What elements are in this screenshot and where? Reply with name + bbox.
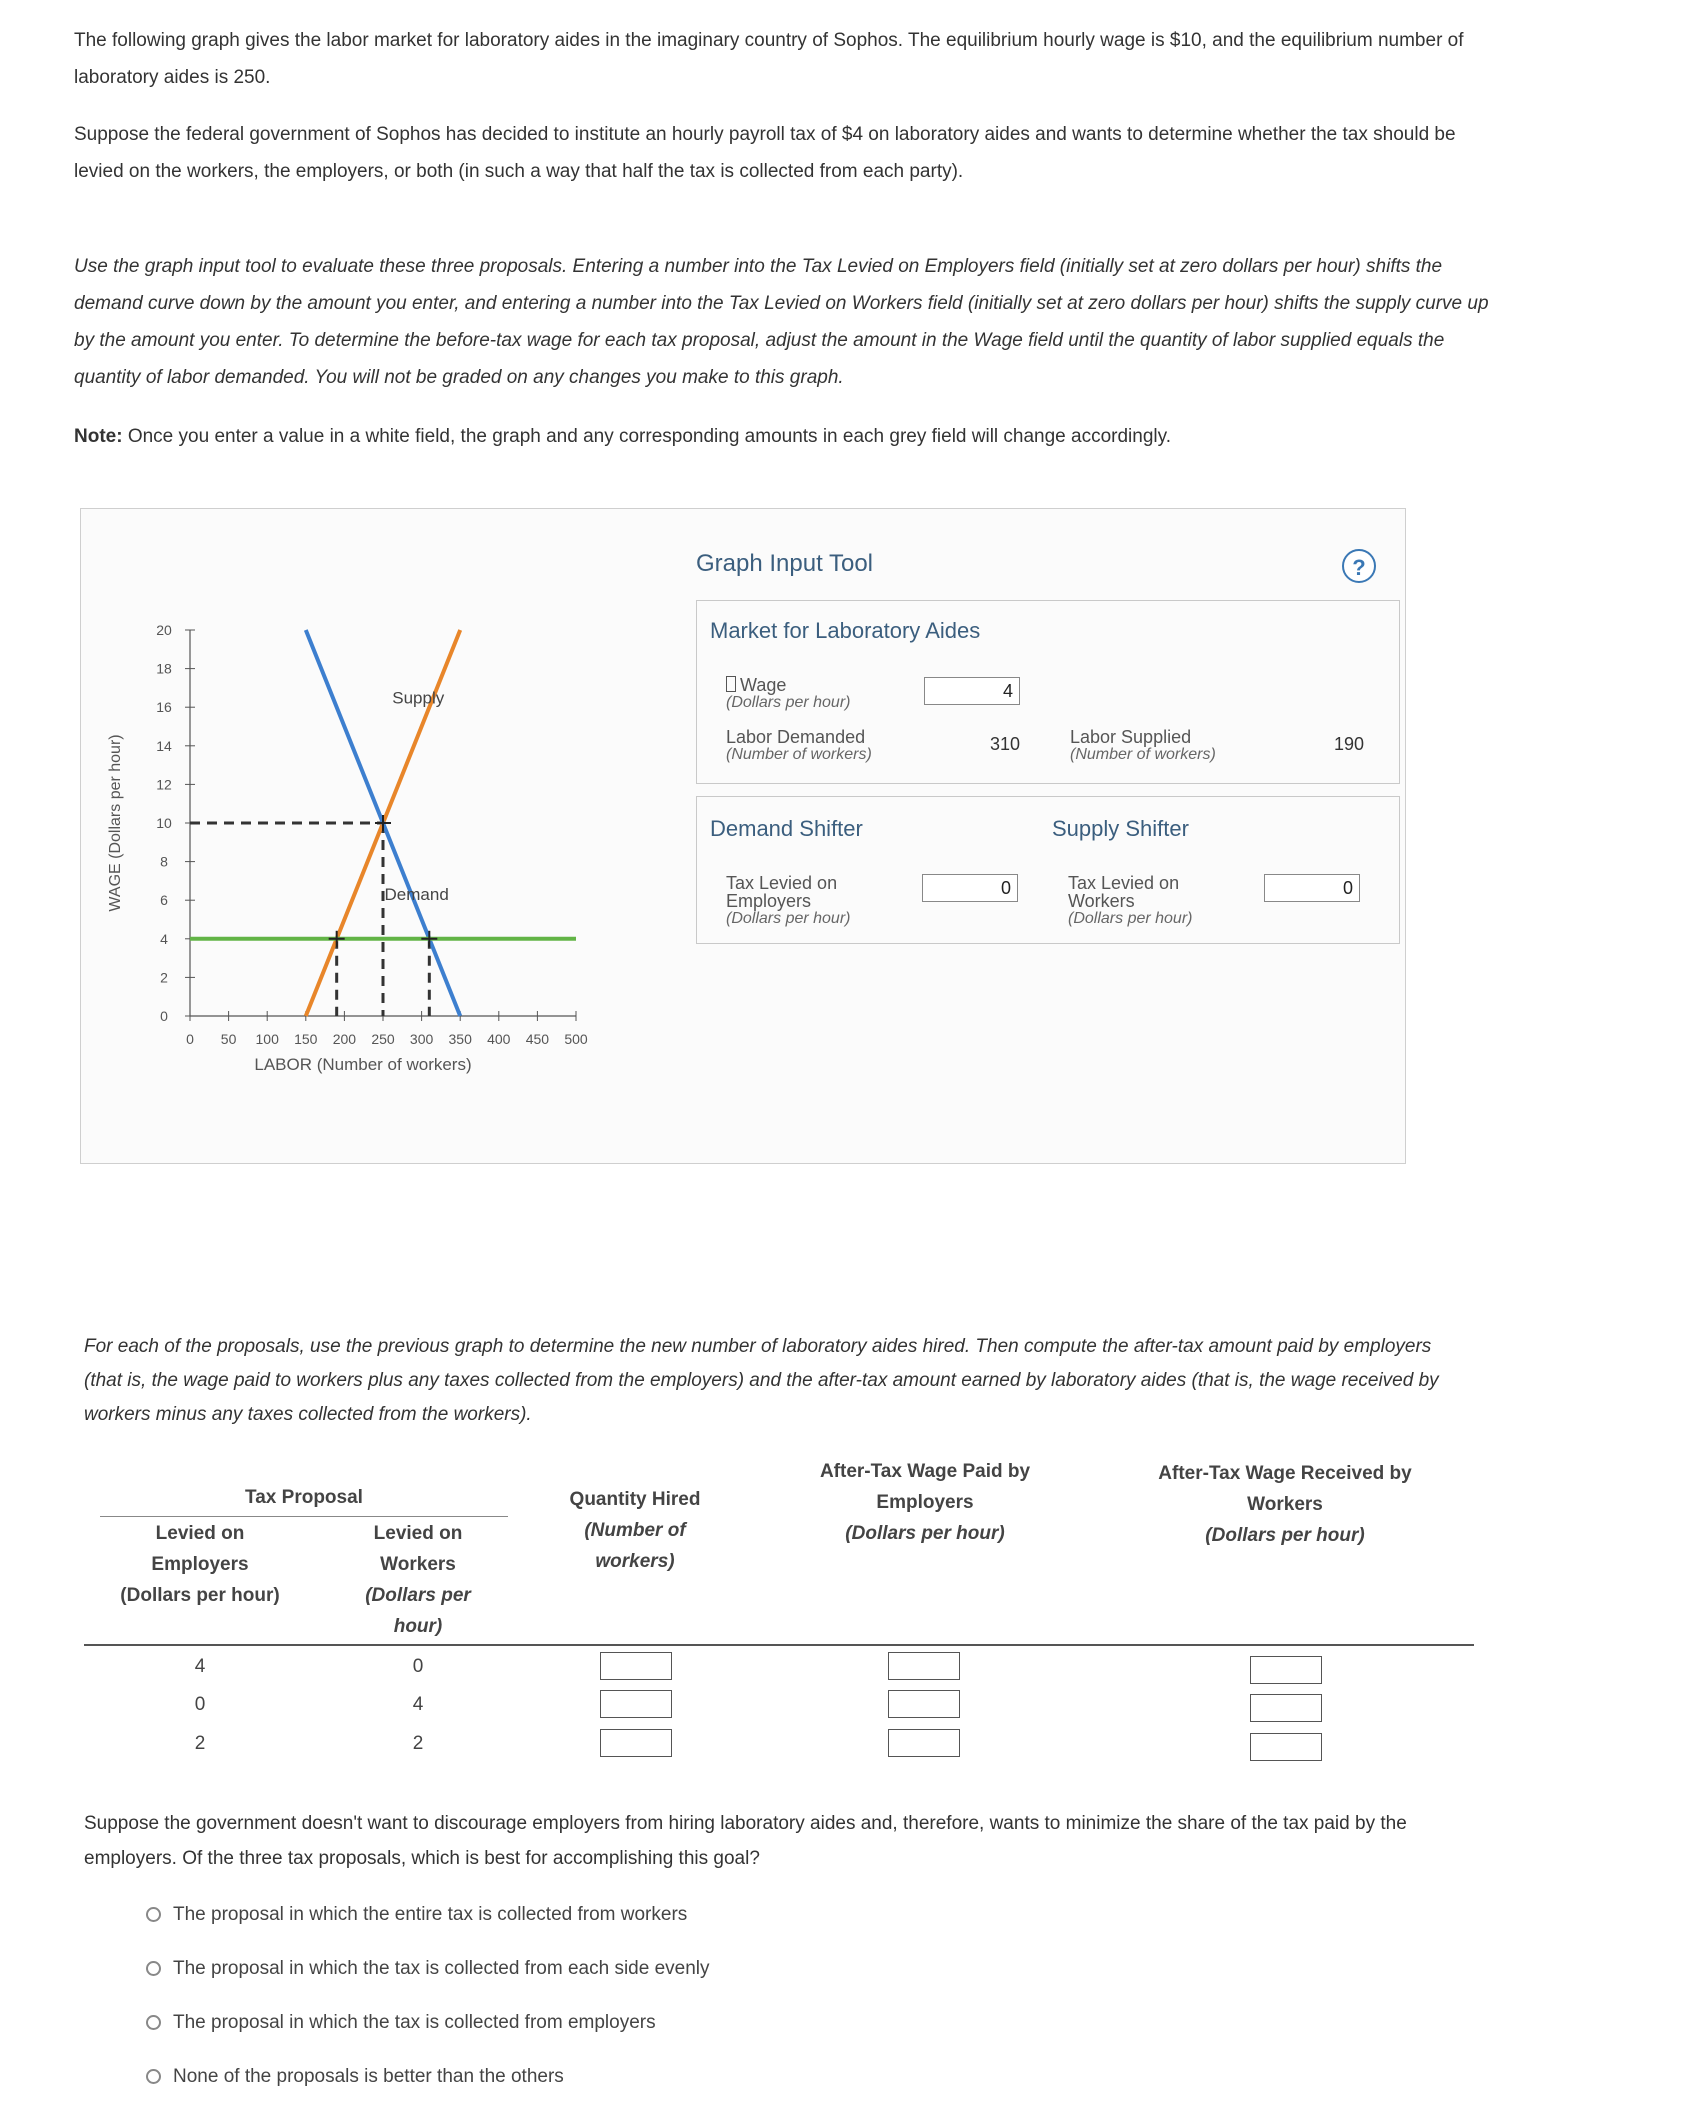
x-tick-label: 100 <box>255 1031 279 1047</box>
employer-tax-text-2: Employers <box>726 891 812 911</box>
supply-shifter-title: Supply Shifter <box>1052 816 1189 841</box>
intro-paragraph-2: Suppose the federal government of Sophos has decided to institute an hourly payroll tax of $4 on laboratory aides and wants to determine whether the tax should be levied on the workers, the employers, or both (in such a way that half the tax is collected from each party). <box>74 124 1456 182</box>
option-none[interactable]: None of the proposals is better than the others <box>146 2066 564 2088</box>
labor-supplied-text: Labor Supplied <box>1070 727 1192 747</box>
note-text: Once you enter a value in a white field, the graph and any corresponding amounts in each grey field will change accordingly. <box>122 426 1172 447</box>
table-header-rule <box>84 1644 1474 1646</box>
col-employers-header: Levied on Employers (Dollars per hour) <box>120 1523 280 1606</box>
row3-quantity-input[interactable] <box>600 1729 672 1757</box>
row2-received-input[interactable] <box>1250 1694 1322 1722</box>
labor-demanded-value: 310 <box>989 734 1020 754</box>
market-title: Market for Laboratory Aides <box>710 618 981 643</box>
x-tick-label: 250 <box>371 1031 395 1047</box>
worker-tax-text-1: Tax Levied on <box>1068 873 1180 893</box>
x-tick-label: 150 <box>294 1031 318 1047</box>
x-tick-label: 300 <box>409 1031 434 1047</box>
x-axis-label: LABOR (Number of workers) <box>254 1055 472 1074</box>
graph-input-tool-title: Graph Input Tool <box>696 550 874 577</box>
row3-worker-tax: 2 <box>412 1733 424 1754</box>
intro-paragraph-3: Use the graph input tool to evaluate these three proposals. Entering a number into the Tax Levied on Employers field (initially set at zero dollars per hour) shifts the demand curve down by the amount you enter, and entering a number into the Tax Levied on Workers field (initially set at zero dollars per hour) shifts the supply curve up by the amount you enter. To determine the before-tax wage for each tax proposal, adjust the amount in the Wage field until the quantity of labor supplied equals the quantity of labor demanded. You will not be graded on any changes you make to this graph. <box>74 256 1489 388</box>
row1-employer-tax: 4 <box>194 1656 206 1677</box>
x-tick-label: 400 <box>487 1031 511 1047</box>
option-even[interactable]: The proposal in which the tax is collected from each side evenly <box>146 1958 710 1980</box>
labor-demanded-text: Labor Demanded <box>726 727 866 747</box>
worker-tax-label <box>1068 874 1192 928</box>
y-tick-label: 18 <box>156 660 172 677</box>
row3-employer-tax: 2 <box>194 1733 206 1754</box>
y-tick-label: 4 <box>160 930 168 947</box>
labor-market-chart[interactable] <box>100 600 620 1100</box>
tax-proposal-header: Tax Proposal <box>245 1487 363 1508</box>
y-tick-label: 12 <box>156 776 172 793</box>
x-tick-label: 350 <box>448 1031 472 1047</box>
tax-proposal-rule <box>100 1516 508 1517</box>
question-text: Suppose the government doesn't want to discourage employers from hiring laboratory aides and, therefore, wants to minimize the share of the tax paid by the employers. Of the three tax proposals, which is best for accomplishing this goal? <box>84 1813 1407 1869</box>
y-tick-label: 14 <box>156 737 172 754</box>
employer-tax-text-1: Tax Levied on <box>726 873 838 893</box>
x-tick-label: 500 <box>564 1031 588 1047</box>
row1-worker-tax: 0 <box>412 1656 424 1677</box>
x-tick-label: 450 <box>525 1031 550 1047</box>
y-tick-label: 0 <box>160 1008 168 1024</box>
note-paragraph <box>74 418 1494 455</box>
row1-quantity-input[interactable] <box>600 1652 672 1680</box>
worker-tax-sub: (Dollars per hour) <box>1068 910 1193 927</box>
y-tick-label: 8 <box>160 853 168 870</box>
y-tick-label: 2 <box>160 969 168 986</box>
col-quantity-header: Quantity Hired (Number of workers) <box>569 1489 701 1572</box>
labor-supplied-sub: (Number of workers) <box>1070 746 1216 763</box>
row2-employer-tax: 0 <box>194 1694 206 1715</box>
worker-tax-text-2: Workers <box>1068 891 1135 911</box>
y-tick-label: 16 <box>156 699 172 716</box>
y-tick-label: 20 <box>156 622 172 638</box>
labor-demanded-sub: (Number of workers) <box>726 746 872 763</box>
wage-label <box>726 676 850 712</box>
wage-label-text: Wage <box>740 675 787 695</box>
y-axis-label: WAGE (Dollars per hour) <box>107 734 124 912</box>
intro-paragraph-1: The following graph gives the labor market for laboratory aides in the imaginary country of Sophos. The equilibrium hourly wage is $10, and the equilibrium number of laboratory aides is 250. <box>74 30 1464 88</box>
col-received-header: After-Tax Wage Received by Workers (Dollars per hour) <box>1158 1463 1412 1546</box>
employer-tax-sub: (Dollars per hour) <box>726 910 851 927</box>
employer-tax-input[interactable]: 0 <box>922 874 1018 902</box>
note-label: Note: <box>74 426 123 447</box>
labor-supplied-value: 190 <box>1333 734 1364 754</box>
y-tick-label: 6 <box>160 892 168 909</box>
row2-worker-tax: 4 <box>412 1694 424 1715</box>
demand-shifter-title: Demand Shifter <box>710 816 863 841</box>
table-instructions: For each of the proposals, use the previous graph to determine the new number of laboratory aides hired. Then compute the after-tax amount paid by employers (that is, the wage paid to workers plus any taxes collected from the employers) and the after-tax amount earned by laboratory aides (that is, the wage received by workers minus any taxes collected from the workers). <box>84 1336 1439 1425</box>
row2-quantity-input[interactable] <box>600 1690 672 1718</box>
row3-paid-input[interactable] <box>888 1729 960 1757</box>
supply-label: Supply <box>392 688 445 708</box>
radio-icon[interactable] <box>146 1961 161 1976</box>
x-tick-label: 0 <box>186 1031 194 1047</box>
employer-tax-label <box>726 874 850 928</box>
row1-received-input[interactable] <box>1250 1656 1322 1684</box>
labor-supplied-label <box>1070 728 1216 764</box>
col-paid-header: After-Tax Wage Paid by Employers (Dollars per hour) <box>819 1461 1031 1544</box>
option-employers[interactable]: The proposal in which the tax is collected from employers <box>146 2012 656 2034</box>
radio-icon[interactable] <box>146 1907 161 1922</box>
wage-sub: (Dollars per hour) <box>726 694 851 711</box>
help-icon[interactable]: ? <box>1342 549 1376 583</box>
x-tick-label: 50 <box>220 1031 237 1047</box>
row3-received-input[interactable] <box>1250 1733 1322 1761</box>
radio-icon[interactable] <box>146 2015 161 2030</box>
worker-tax-input[interactable]: 0 <box>1264 874 1360 902</box>
wage-swatch-icon <box>726 676 736 692</box>
row2-paid-input[interactable] <box>888 1690 960 1718</box>
row1-paid-input[interactable] <box>888 1652 960 1680</box>
labor-demanded-label <box>726 728 872 764</box>
option-workers[interactable]: The proposal in which the entire tax is collected from workers <box>146 1904 687 1926</box>
x-tick-label: 200 <box>332 1031 357 1047</box>
radio-icon[interactable] <box>146 2069 161 2084</box>
y-tick-label: 10 <box>156 815 172 831</box>
demand-label: Demand <box>384 885 449 905</box>
col-workers-header: Levied on Workers (Dollars per hour) <box>365 1523 471 1637</box>
wage-input[interactable]: 4 <box>924 677 1020 705</box>
